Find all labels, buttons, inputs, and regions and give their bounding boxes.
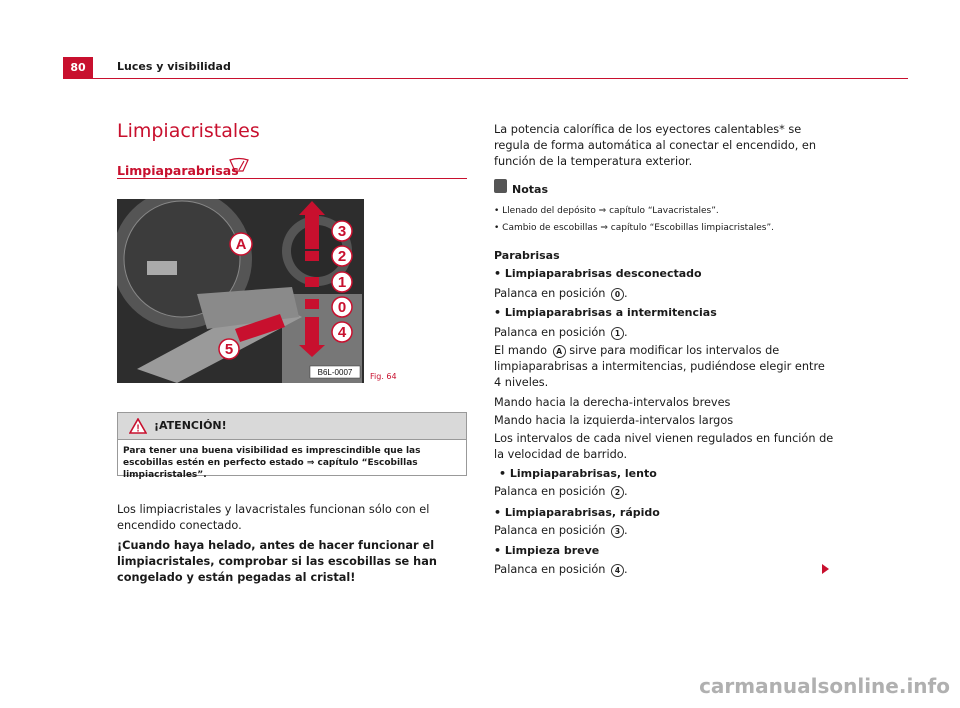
- izquierda-line: Mando hacia la izquierda-intervalos largos: [494, 414, 734, 427]
- niveles-paragraph: Los intervalos de cada nivel vienen regulados en función de la velocidad de barrido.: [494, 432, 834, 461]
- position-badge-1: 1: [611, 327, 624, 340]
- notes-icon: [494, 179, 507, 193]
- windshield-wiper-icon: [229, 157, 249, 177]
- heating-paragraph: La potencia calorífica de los eyectores calentables* se regula de forma automática al conectar el encendido, en función de la temperatura exterior.: [494, 123, 817, 168]
- label-3: 3: [337, 223, 347, 240]
- watermark: carmanualsonline.info: [699, 674, 950, 698]
- item-limpieza-breve: • Limpieza breve: [494, 544, 600, 557]
- note-escobillas: • Cambio de escobillas ⇒ capítulo “Escobillas limpiacristales”.: [494, 223, 774, 233]
- derecha-line: Mando hacia la derecha-intervalos breves: [494, 396, 731, 409]
- warning-text: Para tener una buena visibilidad es imprescindible que las escobillas estén en perfecto estado ⇒ capítulo “Escobillas limpiacristales”.: [123, 446, 421, 480]
- label-4: 4: [337, 324, 347, 341]
- intro-paragraph: Los limpiacristales y lavacristales funcionan sólo con el encendido conectado.: [117, 503, 430, 532]
- label-1: 1: [337, 274, 347, 291]
- position-2-line: Palanca en posición 2 .: [494, 485, 628, 498]
- svg-text:!: !: [136, 423, 140, 434]
- mando-paragraph: El mando A sirve para modificar los intervalos de limpiaparabrisas a intermitencias, pudiéndose elegir entre 4 niveles.: [494, 344, 825, 389]
- warning-box: [117, 412, 467, 480]
- label-0: 0: [337, 299, 347, 316]
- item-desconectado: • Limpiaparabrisas desconectado: [494, 267, 702, 280]
- figure-caption: Fig. 64: [370, 372, 397, 381]
- subtitle-block: [117, 160, 467, 179]
- figure-code: B6L-0007: [317, 368, 353, 377]
- parabrisas-heading: Parabrisas: [494, 249, 560, 262]
- warning-header: [118, 413, 466, 440]
- item-rapido: • Limpiaparabrisas, rápido: [494, 506, 660, 519]
- warning-triangle-icon: [129, 418, 147, 438]
- position-badge-4: 4: [611, 564, 624, 577]
- position-badge-0: 0: [611, 288, 624, 301]
- label-A: A: [235, 236, 247, 253]
- item-lento: • Limpiaparabrisas, lento: [499, 467, 657, 480]
- section-title: Luces y visibilidad: [117, 60, 231, 73]
- label-5: 5: [224, 341, 234, 358]
- position-badge-2: 2: [611, 486, 624, 499]
- item-intermitencias: • Limpiaparabrisas a intermitencias: [494, 306, 717, 319]
- position-0-line: Palanca en posición 0 .: [494, 287, 628, 300]
- note-deposito: • Llenado del depósito ⇒ capítulo “Lavacristales”.: [494, 206, 719, 216]
- position-badge-3: 3: [611, 525, 624, 538]
- label-2: 2: [337, 248, 347, 265]
- continue-arrow-icon: [822, 564, 829, 574]
- subtitle: Limpiaparabrisas: [117, 163, 239, 178]
- mando-badge-A: A: [553, 345, 566, 358]
- page-title: Limpiacristales: [117, 120, 260, 142]
- frost-warning-paragraph: ¡Cuando haya helado, antes de hacer funcionar el limpiacristales, comprobar si las escobillas se han congelado y están pegadas al cristal!: [117, 539, 437, 584]
- position-4-line: Palanca en posición 4 .: [494, 563, 628, 576]
- position-3-line: Palanca en posición 3 .: [494, 524, 628, 537]
- header-rule: [63, 78, 908, 79]
- wiper-lever-figure: [117, 199, 364, 383]
- position-1-line: Palanca en posición 1 .: [494, 326, 628, 339]
- warning-title: ¡ATENCIÓN!: [154, 419, 227, 432]
- page-number: 80: [63, 57, 93, 78]
